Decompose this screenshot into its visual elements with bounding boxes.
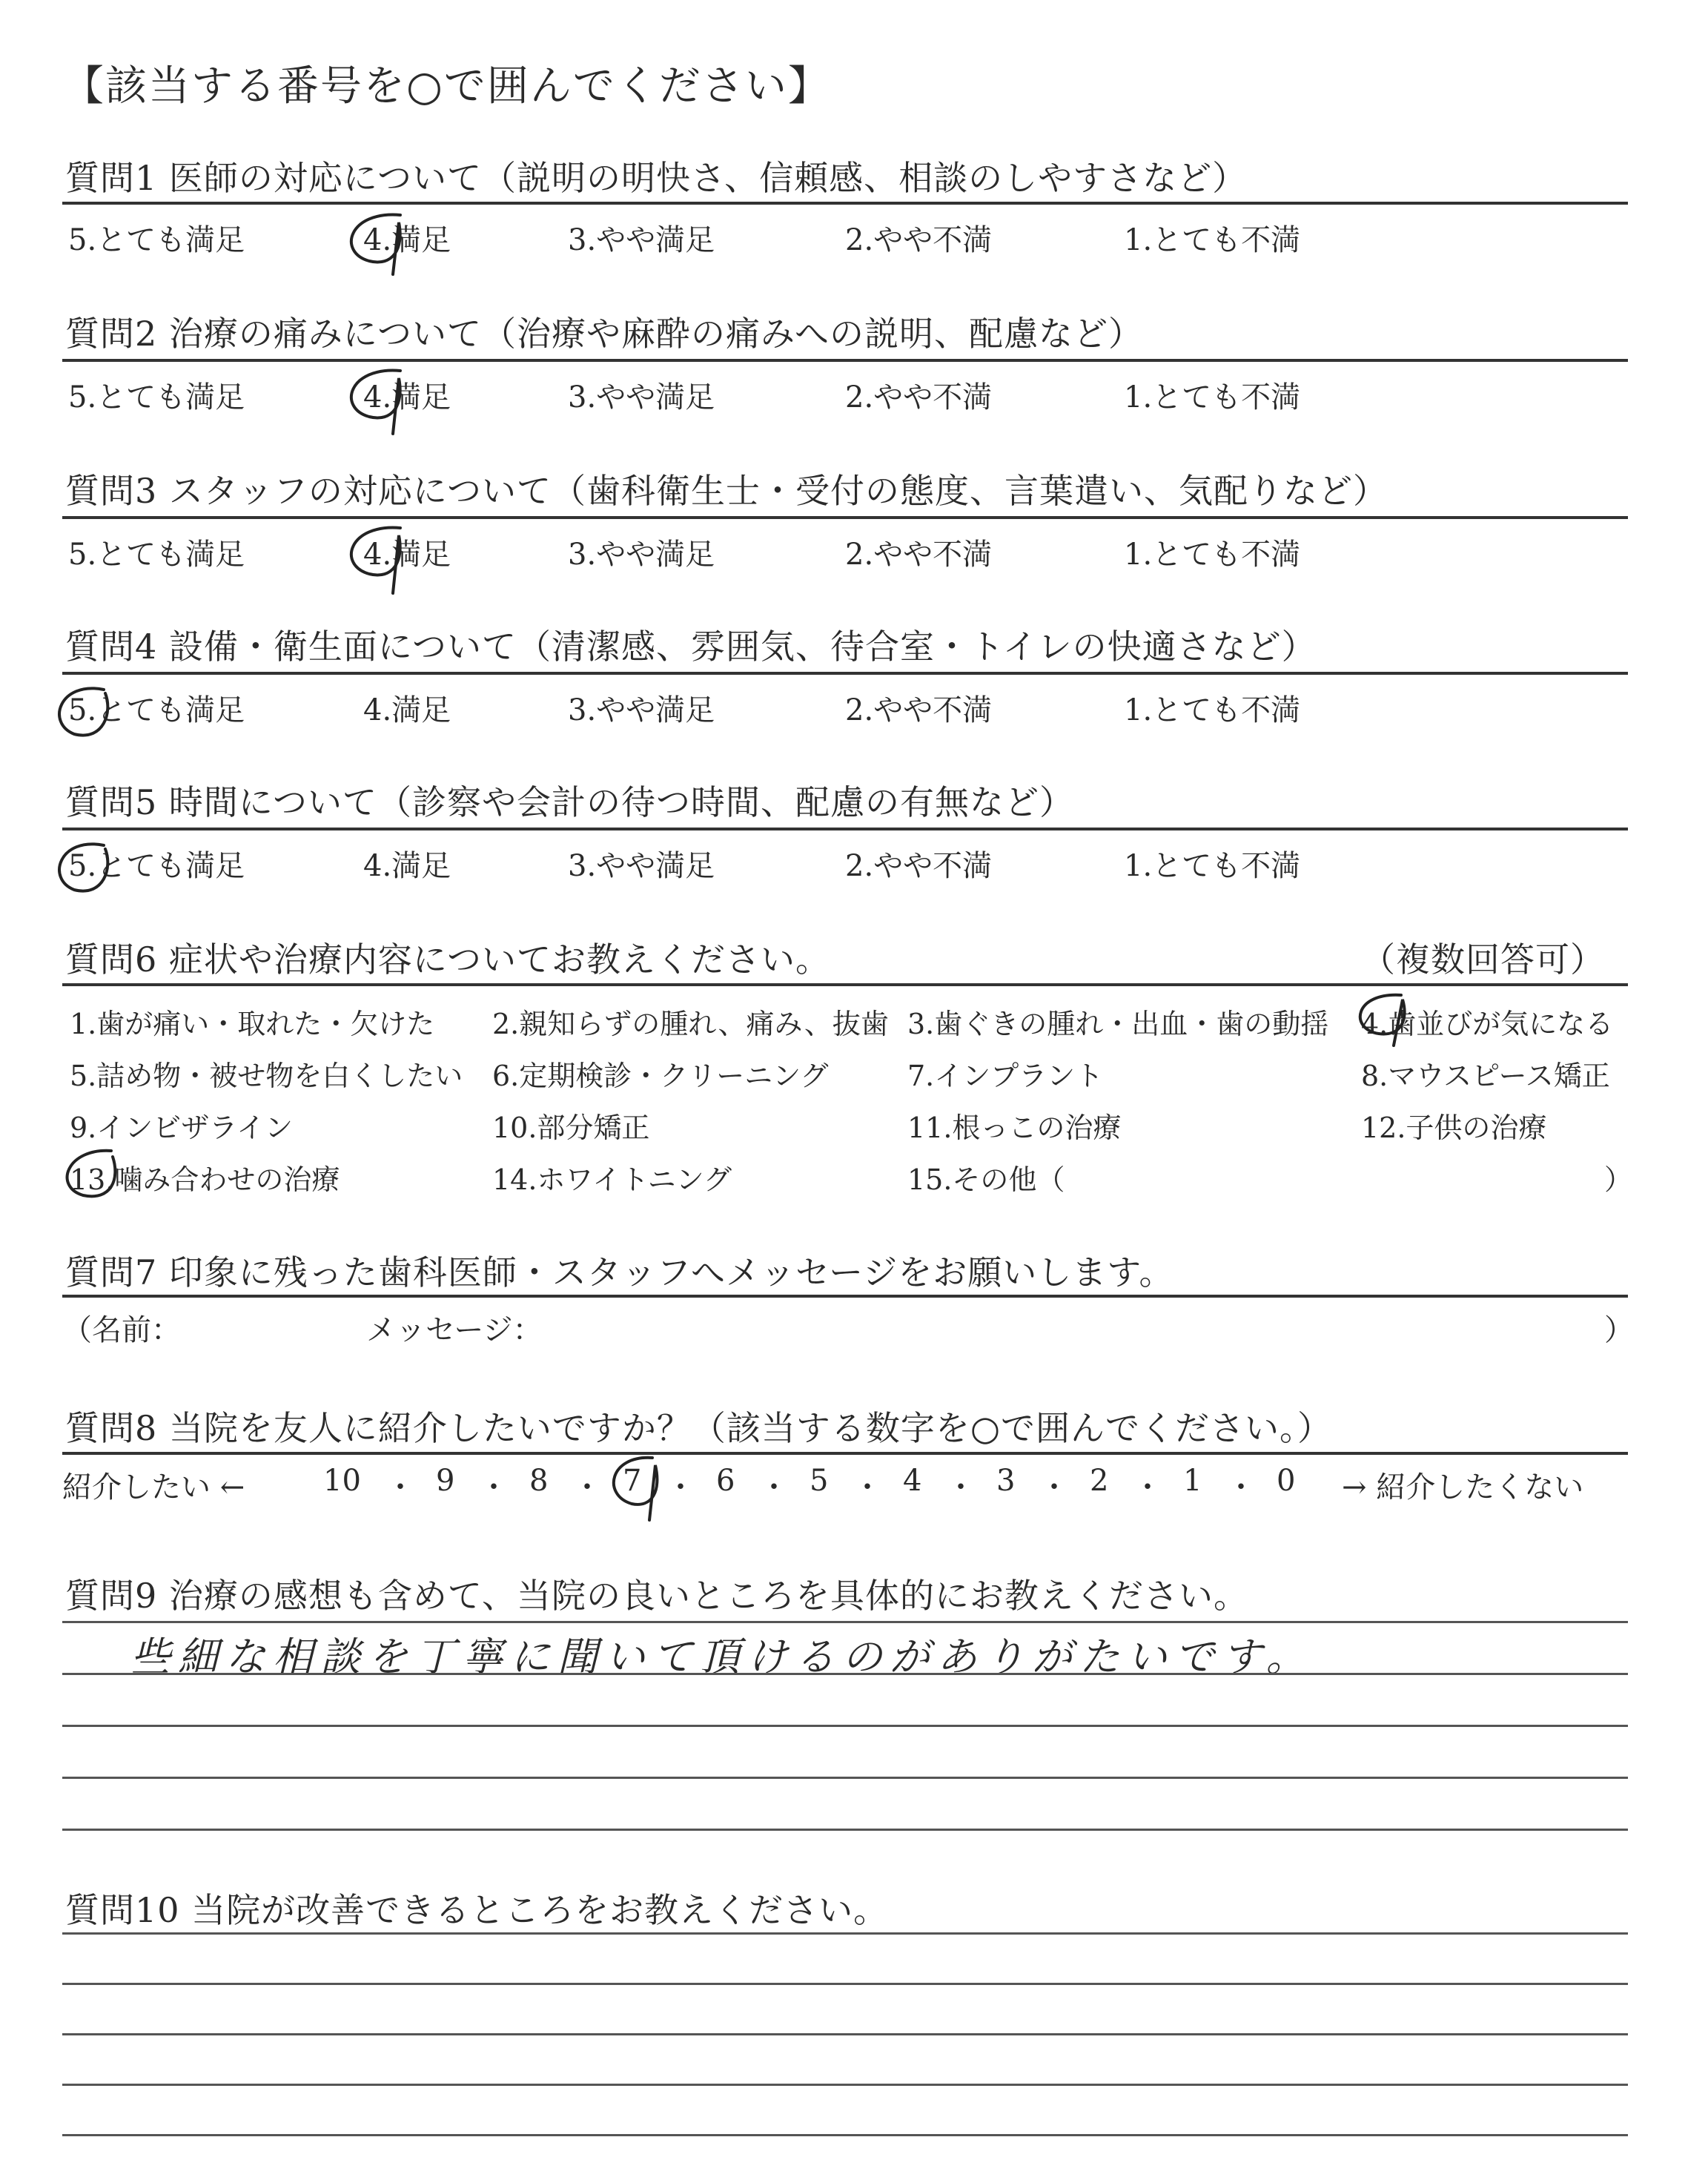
q6-item-3[interactable]: 3.歯ぐきの腫れ・出血・歯の動揺 [907, 1008, 1329, 1040]
q6-title: 質問6 症状や治療内容についてお教えください。 [65, 939, 830, 980]
q3-answer-circle [351, 528, 400, 593]
q8-sep: ・ [853, 1470, 882, 1505]
q4-option-5[interactable]: 5.とても満足 [68, 693, 245, 727]
q4-option-2[interactable]: 2.やや不満 [845, 693, 993, 727]
q1-option-1[interactable]: 1.とても不満 [1124, 223, 1301, 257]
q8-right-label: → 紹介したくない [1342, 1470, 1584, 1505]
q2-option-5[interactable]: 5.とても満足 [68, 380, 245, 415]
q3-title: 質問3 スタッフの対応について（歯科衛生士・受付の態度、言葉遣い、気配りなど） [65, 471, 1388, 511]
q6-item-4[interactable]: 4.歯並びが気になる [1361, 1008, 1614, 1040]
q6-item-6[interactable]: 6.定期検診・クリーニング [492, 1060, 829, 1092]
q2-option-1[interactable]: 1.とても不満 [1124, 380, 1301, 415]
q5-title: 質問5 時間について（診察や会計の待つ時間、配慮の有無など） [65, 782, 1074, 822]
q6-item-14[interactable]: 14.ホワイトニング [492, 1163, 732, 1196]
q7-name-label: （名前： [62, 1313, 181, 1347]
q8-score-9[interactable]: 9 [436, 1464, 455, 1498]
q8-sep: ・ [666, 1470, 695, 1505]
q3-option-2[interactable]: 2.やや不満 [845, 538, 993, 572]
q8-score-5[interactable]: 5 [810, 1464, 829, 1498]
q9-answer[interactable]: 些細な相談を丁寧に聞いて頂けるのがありがたいです。 [130, 1634, 1314, 1680]
q5-option-5[interactable]: 5.とても満足 [68, 849, 245, 883]
q6-item-10[interactable]: 10.部分矯正 [492, 1112, 650, 1144]
q6-item-15[interactable]: 15.その他（ [907, 1163, 1065, 1196]
q1-option-5[interactable]: 5.とても満足 [68, 223, 245, 257]
q4-option-1[interactable]: 1.とても不満 [1124, 693, 1301, 727]
q5-option-4[interactable]: 4.満足 [363, 849, 451, 883]
q8-sep: ・ [946, 1470, 976, 1505]
q8-sep: ・ [479, 1470, 509, 1505]
q8-score-3[interactable]: 3 [996, 1464, 1016, 1498]
q8-score-2[interactable]: 2 [1090, 1464, 1109, 1498]
q6-item-9[interactable]: 9.インビザライン [70, 1112, 294, 1144]
q5-answer-circle [59, 844, 107, 891]
q4-option-3[interactable]: 3.やや満足 [568, 693, 715, 727]
q6-answer-circle-4 [1360, 995, 1405, 1046]
q10-title: 質問10 当院が改善できるところをお教えください。 [65, 1890, 889, 1930]
q8-title: 質問8 当院を友人に紹介したいですか？（該当する数字を○で囲んでください。） [65, 1408, 1333, 1448]
q8-score-7[interactable]: 7 [623, 1464, 642, 1498]
q1-title: 質問1 医師の対応について（説明の明快さ、信頼感、相談のしやすさなど） [65, 158, 1248, 198]
q8-score-6[interactable]: 6 [716, 1464, 735, 1498]
q8-sep: ・ [1133, 1470, 1162, 1505]
q6-item-5[interactable]: 5.詰め物・被せ物を白くしたい [70, 1060, 463, 1092]
q7-close: ） [1604, 1313, 1634, 1347]
q8-score-4[interactable]: 4 [903, 1464, 922, 1498]
page-heading: 【該当する番号を○で囲んでください】 [62, 62, 831, 110]
q3-option-3[interactable]: 3.やや満足 [568, 538, 715, 572]
q8-sep: ・ [572, 1470, 602, 1505]
q6-item-12[interactable]: 12.子供の治療 [1361, 1112, 1547, 1144]
q1-option-2[interactable]: 2.やや不満 [845, 223, 993, 257]
q1-option-4[interactable]: 4.満足 [363, 223, 451, 257]
q6-item-15-close: ） [1604, 1163, 1633, 1196]
q4-option-4[interactable]: 4.満足 [363, 693, 451, 727]
q6-item-1[interactable]: 1.歯が痛い・取れた・欠けた [70, 1008, 435, 1040]
q5-option-3[interactable]: 3.やや満足 [568, 849, 715, 883]
q8-score-10[interactable]: 10 [323, 1464, 361, 1498]
q8-sep: ・ [1039, 1470, 1069, 1505]
q8-score-1[interactable]: 1 [1183, 1464, 1202, 1498]
q5-option-1[interactable]: 1.とても不満 [1124, 849, 1301, 883]
q1-option-3[interactable]: 3.やや満足 [568, 223, 715, 257]
q6-item-11[interactable]: 11.根っこの治療 [907, 1112, 1122, 1144]
q6-item-2[interactable]: 2.親知らずの腫れ、痛み、抜歯 [492, 1008, 889, 1040]
q8-sep: ・ [759, 1470, 789, 1505]
q3-option-1[interactable]: 1.とても不満 [1124, 538, 1301, 572]
q6-item-8[interactable]: 8.マウスピース矯正 [1361, 1060, 1610, 1092]
q6-item-7[interactable]: 7.インプラント [907, 1060, 1104, 1092]
q8-answer-circle [614, 1458, 658, 1520]
q3-option-5[interactable]: 5.とても満足 [68, 538, 245, 572]
q8-sep: ・ [1226, 1470, 1256, 1505]
q6-item-13[interactable]: 13.噛み合わせの治療 [70, 1163, 340, 1196]
q8-score-8[interactable]: 8 [529, 1464, 549, 1498]
q1-answer-circle [351, 215, 400, 274]
q9-title: 質問9 治療の感想も含めて、当院の良いところを具体的にお教えください。 [65, 1576, 1248, 1616]
q8-left-label: 紹介したい ← [62, 1470, 245, 1505]
q6-answer-circle-13 [67, 1151, 116, 1197]
q2-option-3[interactable]: 3.やや満足 [568, 380, 715, 415]
q8-score-0[interactable]: 0 [1277, 1464, 1296, 1498]
q2-answer-circle [351, 371, 400, 434]
q5-option-2[interactable]: 2.やや不満 [845, 849, 993, 883]
q7-title: 質問7 印象に残った歯科医師・スタッフへメッセージをお願いします。 [65, 1252, 1174, 1292]
q6-note: （複数回答可） [1361, 939, 1605, 980]
q2-option-2[interactable]: 2.やや不満 [845, 380, 993, 415]
q2-option-4[interactable]: 4.満足 [363, 380, 451, 415]
q4-title: 質問4 設備・衛生面について（清潔感、雰囲気、待合室・トイレの快適さなど） [65, 627, 1317, 667]
q7-message-label: メッセージ： [366, 1313, 543, 1347]
q3-option-4[interactable]: 4.満足 [363, 538, 451, 572]
q8-sep: ・ [385, 1470, 415, 1505]
q2-title: 質問2 治療の痛みについて（治療や麻酔の痛みへの説明、配慮など） [65, 314, 1144, 354]
q4-answer-circle [59, 688, 107, 735]
